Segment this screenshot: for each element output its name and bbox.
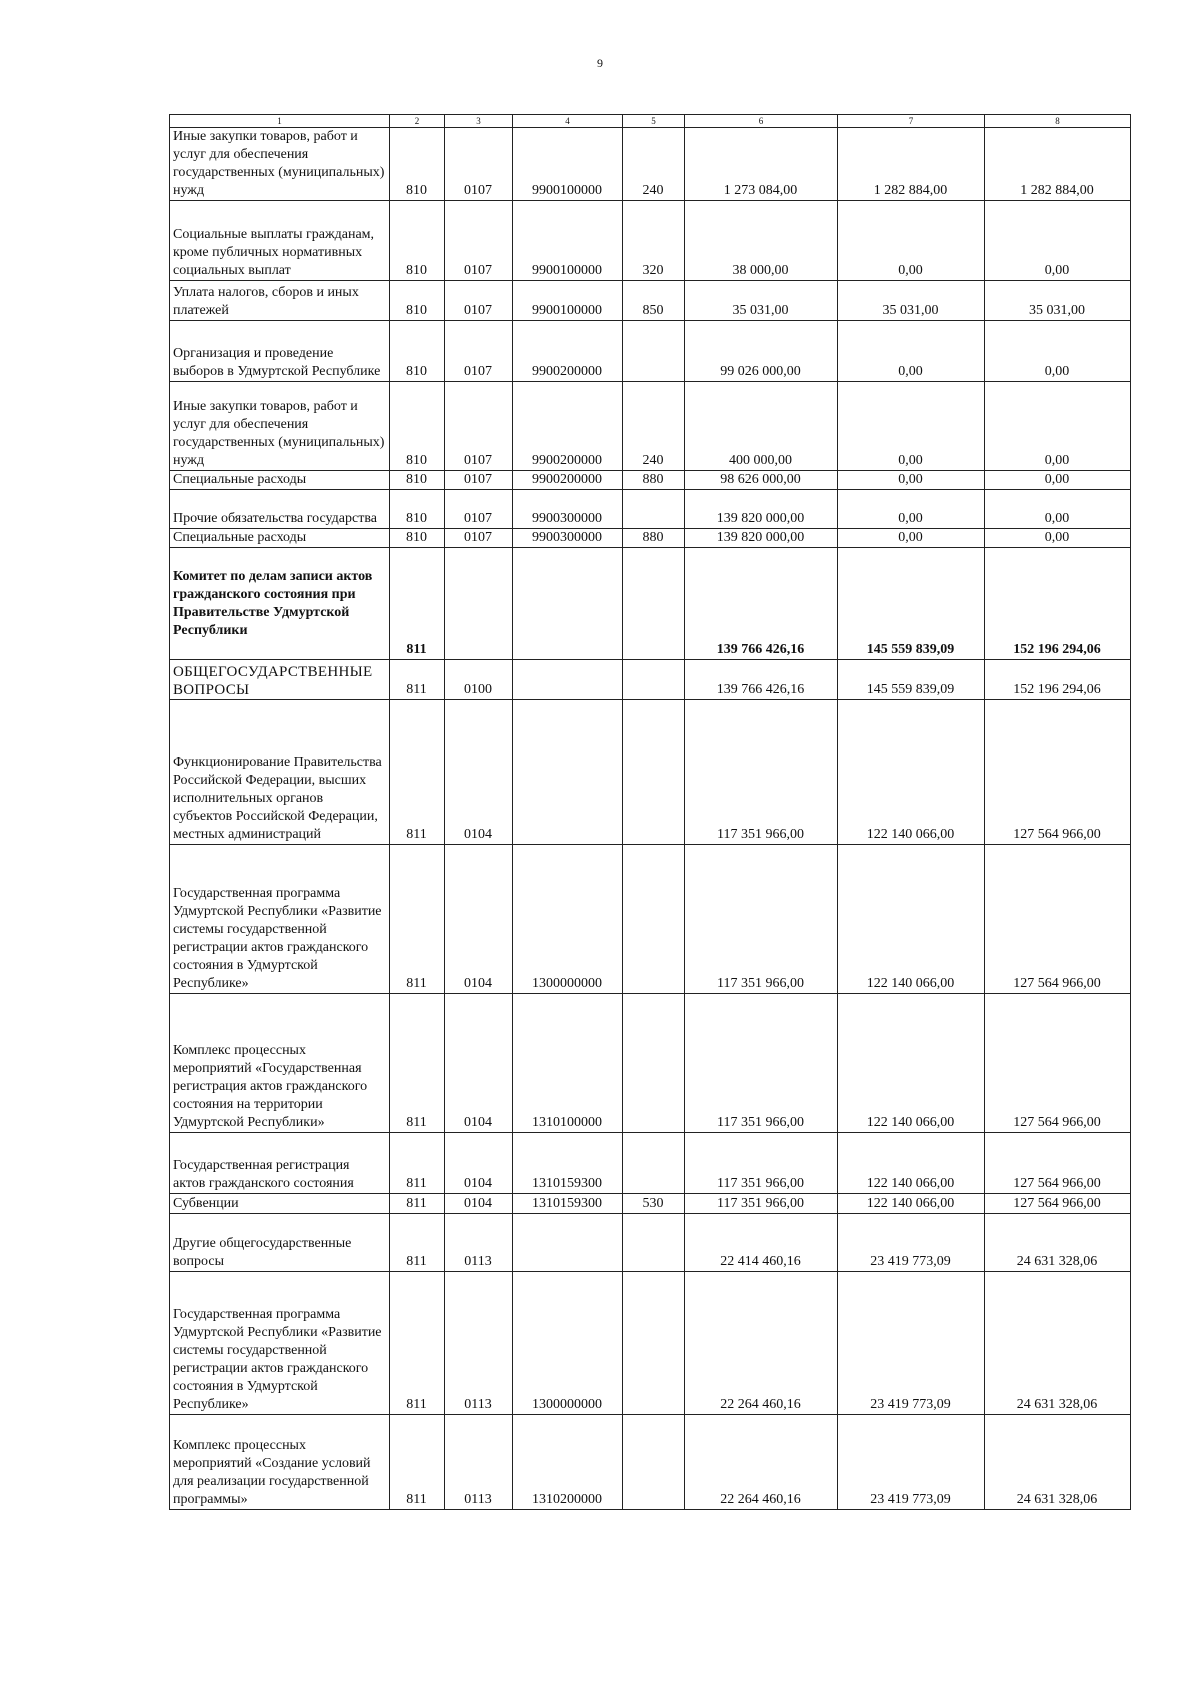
row-rz: 0107	[445, 128, 513, 201]
row-vr	[623, 1272, 685, 1415]
table-row	[170, 281, 1131, 321]
row-ved: 811	[390, 1133, 445, 1194]
row-year2: 122 140 066,00	[838, 845, 985, 994]
row-year3: 127 564 966,00	[985, 1194, 1131, 1214]
row-year3: 0,00	[985, 529, 1131, 548]
row-csr: 9900100000	[513, 128, 623, 201]
table-row	[170, 1194, 1131, 1214]
row-ved: 810	[390, 281, 445, 321]
row-csr: 1310159300	[513, 1194, 623, 1214]
row-year3: 127 564 966,00	[985, 994, 1131, 1133]
row-year1: 22 264 460,16	[685, 1415, 838, 1510]
table-row	[170, 700, 1131, 845]
row-year2: 0,00	[838, 471, 985, 490]
table-row	[170, 529, 1131, 548]
row-csr: 9900300000	[513, 490, 623, 529]
row-year3: 1 282 884,00	[985, 128, 1131, 201]
table-row	[170, 1133, 1131, 1194]
table-row	[170, 128, 1131, 201]
row-year1: 1 273 084,00	[685, 128, 838, 201]
row-name: Государственная регистрация актов гражданского состояния	[170, 1133, 390, 1194]
row-csr: 9900300000	[513, 529, 623, 548]
row-year2: 0,00	[838, 201, 985, 281]
row-csr: 1310200000	[513, 1415, 623, 1510]
row-vr	[623, 1133, 685, 1194]
row-csr: 9900100000	[513, 201, 623, 281]
column-number: 6	[685, 115, 838, 128]
row-year1: 139 820 000,00	[685, 529, 838, 548]
row-year1: 117 351 966,00	[685, 1133, 838, 1194]
row-year2: 145 559 839,09	[838, 660, 985, 700]
row-rz: 0107	[445, 529, 513, 548]
row-year1: 117 351 966,00	[685, 700, 838, 845]
row-ved: 810	[390, 529, 445, 548]
row-year2: 1 282 884,00	[838, 128, 985, 201]
row-rz: 0113	[445, 1214, 513, 1272]
row-rz: 0113	[445, 1272, 513, 1415]
table-row	[170, 1415, 1131, 1510]
row-vr	[623, 1214, 685, 1272]
column-number: 7	[838, 115, 985, 128]
row-ved: 811	[390, 845, 445, 994]
column-number: 2	[390, 115, 445, 128]
row-vr	[623, 660, 685, 700]
row-name: Социальные выплаты гражданам, кроме публичных нормативных социальных выплат	[170, 201, 390, 281]
row-year2: 23 419 773,09	[838, 1214, 985, 1272]
row-ved: 810	[390, 490, 445, 529]
row-year1: 139 820 000,00	[685, 490, 838, 529]
row-year3: 127 564 966,00	[985, 700, 1131, 845]
row-rz: 0104	[445, 994, 513, 1133]
table-row	[170, 548, 1131, 660]
row-name: Другие общегосударственные вопросы	[170, 1214, 390, 1272]
row-vr: 320	[623, 201, 685, 281]
table-row	[170, 845, 1131, 994]
row-name: Организация и проведение выборов в Удмуртской Республике	[170, 321, 390, 382]
row-rz: 0107	[445, 201, 513, 281]
row-ved: 811	[390, 548, 445, 660]
row-rz: 0104	[445, 1133, 513, 1194]
row-year1: 117 351 966,00	[685, 1194, 838, 1214]
row-ved: 811	[390, 994, 445, 1133]
row-year3: 0,00	[985, 321, 1131, 382]
table-row	[170, 490, 1131, 529]
row-rz: 0100	[445, 660, 513, 700]
row-name: Прочие обязательства государства	[170, 490, 390, 529]
table-row	[170, 1214, 1131, 1272]
row-ved: 811	[390, 700, 445, 845]
table-row	[170, 321, 1131, 382]
row-vr	[623, 700, 685, 845]
row-vr: 850	[623, 281, 685, 321]
row-csr: 9900200000	[513, 321, 623, 382]
row-name: Государственная программа Удмуртской Республики «Развитие системы государственной регистрации актов гражданского состояния в Удмуртской Республике»	[170, 1272, 390, 1415]
row-name: Специальные расходы	[170, 471, 390, 490]
row-year2: 0,00	[838, 529, 985, 548]
table-row	[170, 201, 1131, 281]
row-vr: 530	[623, 1194, 685, 1214]
row-vr: 240	[623, 382, 685, 471]
row-name: Специальные расходы	[170, 529, 390, 548]
row-ved: 811	[390, 1194, 445, 1214]
row-year1: 139 766 426,16	[685, 660, 838, 700]
row-year2: 23 419 773,09	[838, 1415, 985, 1510]
row-year2: 35 031,00	[838, 281, 985, 321]
row-vr	[623, 321, 685, 382]
row-name: Комплекс процессных мероприятий «Создание условий для реализации государственной программы»	[170, 1415, 390, 1510]
row-csr: 1300000000	[513, 845, 623, 994]
row-ved: 810	[390, 128, 445, 201]
row-csr	[513, 660, 623, 700]
row-year1: 22 414 460,16	[685, 1214, 838, 1272]
row-name: Функционирование Правительства Российской Федерации, высших исполнительных органов субъектов Российской Федерации, местных администраций	[170, 700, 390, 845]
row-vr: 240	[623, 128, 685, 201]
row-rz: 0104	[445, 845, 513, 994]
row-name: ОБЩЕГОСУДАРСТВЕННЫЕ ВОПРОСЫ	[170, 660, 390, 700]
column-number: 8	[985, 115, 1131, 128]
row-csr	[513, 1214, 623, 1272]
row-rz: 0107	[445, 321, 513, 382]
row-year3: 0,00	[985, 382, 1131, 471]
row-vr: 880	[623, 471, 685, 490]
row-year3: 127 564 966,00	[985, 845, 1131, 994]
row-year1: 98 626 000,00	[685, 471, 838, 490]
row-rz: 0107	[445, 281, 513, 321]
row-csr	[513, 548, 623, 660]
row-year1: 400 000,00	[685, 382, 838, 471]
row-name: Комитет по делам записи актов гражданского состояния при Правительстве Удмуртской Республики	[170, 548, 390, 660]
row-year1: 117 351 966,00	[685, 845, 838, 994]
row-vr	[623, 490, 685, 529]
table-row	[170, 382, 1131, 471]
row-year2: 122 140 066,00	[838, 994, 985, 1133]
row-csr: 1310100000	[513, 994, 623, 1133]
row-year2: 23 419 773,09	[838, 1272, 985, 1415]
row-csr	[513, 700, 623, 845]
row-year3: 127 564 966,00	[985, 1133, 1131, 1194]
row-year3: 24 631 328,06	[985, 1272, 1131, 1415]
row-vr: 880	[623, 529, 685, 548]
row-ved: 811	[390, 660, 445, 700]
row-vr	[623, 1415, 685, 1510]
column-number: 1	[170, 115, 390, 128]
row-name: Иные закупки товаров, работ и услуг для обеспечения государственных (муниципальных) нужд	[170, 128, 390, 201]
row-ved: 810	[390, 321, 445, 382]
row-csr: 1310159300	[513, 1133, 623, 1194]
row-csr: 9900200000	[513, 471, 623, 490]
row-ved: 810	[390, 471, 445, 490]
row-year2: 0,00	[838, 490, 985, 529]
column-number: 3	[445, 115, 513, 128]
row-ved: 810	[390, 382, 445, 471]
row-year2: 0,00	[838, 382, 985, 471]
row-rz: 0107	[445, 382, 513, 471]
budget-table	[169, 114, 1131, 1510]
row-vr	[623, 994, 685, 1133]
row-rz: 0107	[445, 490, 513, 529]
row-ved: 811	[390, 1415, 445, 1510]
row-rz	[445, 548, 513, 660]
row-csr: 9900200000	[513, 382, 623, 471]
row-vr	[623, 845, 685, 994]
row-name: Комплекс процессных мероприятий «Государственная регистрация актов гражданского состояния на территории Удмуртской Республики»	[170, 994, 390, 1133]
row-year3: 24 631 328,06	[985, 1415, 1131, 1510]
row-year1: 38 000,00	[685, 201, 838, 281]
column-number: 5	[623, 115, 685, 128]
row-ved: 810	[390, 201, 445, 281]
table-row	[170, 994, 1131, 1133]
row-name: Государственная программа Удмуртской Республики «Развитие системы государственной регистрации актов гражданского состояния в Удмуртской Республике»	[170, 845, 390, 994]
row-rz: 0104	[445, 1194, 513, 1214]
table-row	[170, 1272, 1131, 1415]
row-year2: 122 140 066,00	[838, 1133, 985, 1194]
row-year3: 24 631 328,06	[985, 1214, 1131, 1272]
row-year3: 152 196 294,06	[985, 660, 1131, 700]
table-row	[170, 660, 1131, 700]
row-year1: 35 031,00	[685, 281, 838, 321]
row-year3: 0,00	[985, 201, 1131, 281]
row-name: Иные закупки товаров, работ и услуг для обеспечения государственных (муниципальных) нужд	[170, 382, 390, 471]
row-name: Уплата налогов, сборов и иных платежей	[170, 281, 390, 321]
row-ved: 811	[390, 1214, 445, 1272]
row-year2: 145 559 839,09	[838, 548, 985, 660]
row-year1: 99 026 000,00	[685, 321, 838, 382]
table-row	[170, 471, 1131, 490]
row-year3: 152 196 294,06	[985, 548, 1131, 660]
row-year1: 22 264 460,16	[685, 1272, 838, 1415]
page-number: 9	[597, 56, 603, 70]
row-year3: 0,00	[985, 490, 1131, 529]
row-year3: 35 031,00	[985, 281, 1131, 321]
row-rz: 0104	[445, 700, 513, 845]
row-csr: 1300000000	[513, 1272, 623, 1415]
row-year2: 122 140 066,00	[838, 700, 985, 845]
row-csr: 9900100000	[513, 281, 623, 321]
row-rz: 0113	[445, 1415, 513, 1510]
column-numbers-row	[170, 115, 1131, 128]
row-year2: 0,00	[838, 321, 985, 382]
row-year1: 139 766 426,16	[685, 548, 838, 660]
row-year1: 117 351 966,00	[685, 994, 838, 1133]
row-name: Субвенции	[170, 1194, 390, 1214]
row-vr	[623, 548, 685, 660]
row-rz: 0107	[445, 471, 513, 490]
row-ved: 811	[390, 1272, 445, 1415]
row-year3: 0,00	[985, 471, 1131, 490]
row-year2: 122 140 066,00	[838, 1194, 985, 1214]
column-number: 4	[513, 115, 623, 128]
